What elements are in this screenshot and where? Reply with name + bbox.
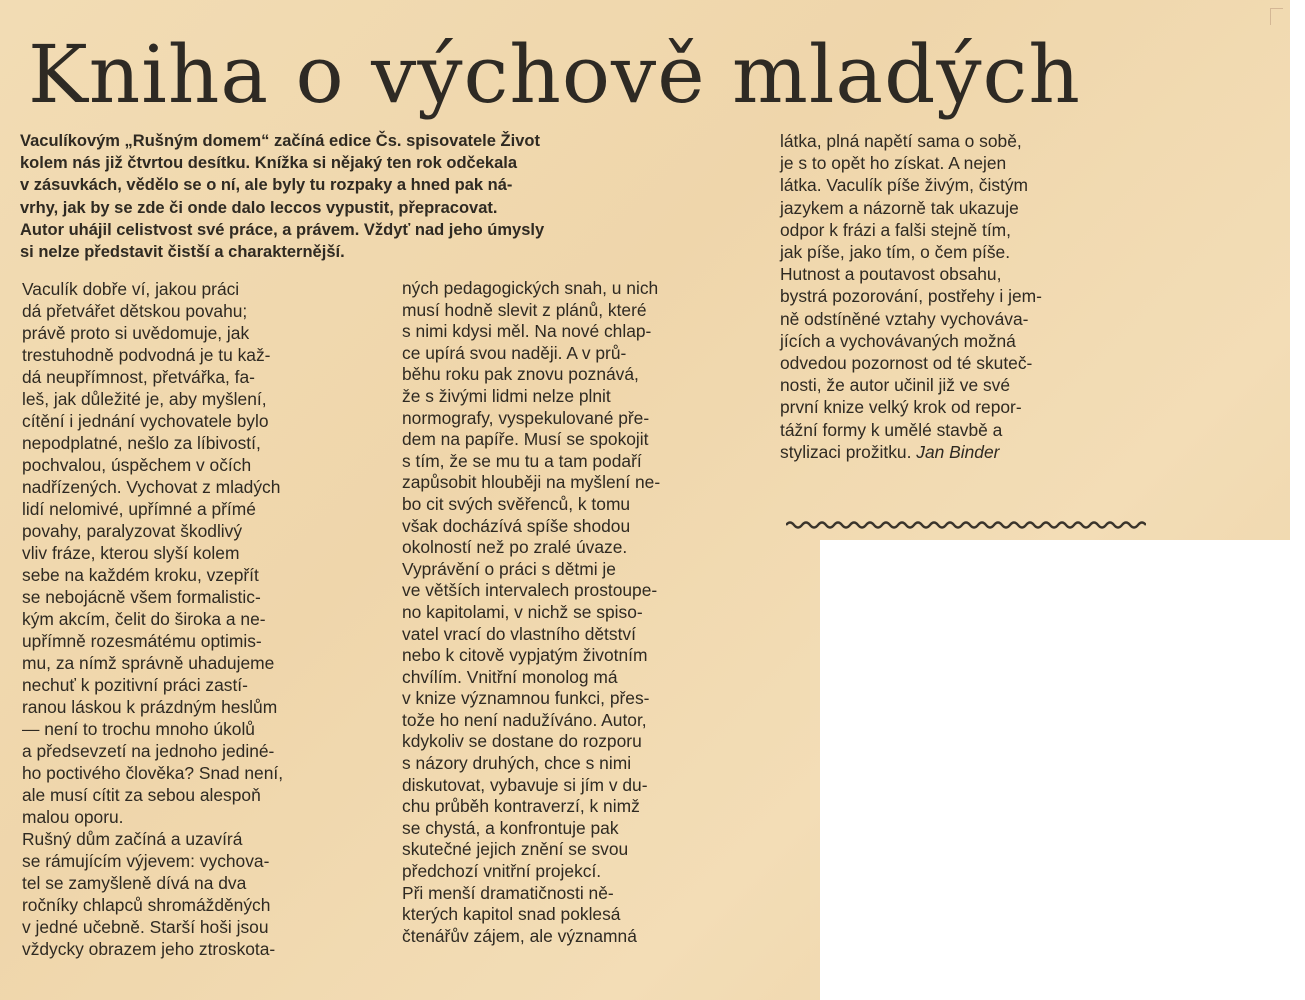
clipping-edge xyxy=(1290,0,1305,1000)
author-byline: Jan Binder xyxy=(916,441,1000,462)
decorative-wavy-rule xyxy=(786,520,1146,530)
article-column-3 xyxy=(780,130,1142,463)
article-column-2: ných pedagogických snah, u nich musí hodně slevit z plánů, které s nimi kdysi měl. Na nové chlap- ce upírá svou naději. A v prů- běhu roku pak znovu poznává, že s živými lidmi nelze plnit normografy, vyspekulované pře- dem na papíře. Musí se spokojit s tím, že se mu tu a tam podaří zapůsobit hlouběji na myšlení ne- bo cit svých svěřenců, k tomu však docházívá spíše shodou okolností než po zralé úvaze. Vyprávění o práci s dětmi je ve větších intervalech prostoupe- no kapitolami, v nichž se spiso- vatel vrací do vlastního dětství nebo k citově vypjatým životním chvílím. Vnitřní monolog má v knize významnou funkci, přes- tože ho není nadužíváno. Autor, kdykoliv se dostane do rozporu s názory druhých, chce s nimi diskutovat, vybavuje si jím v du- chu průběh kontraverzí, k nimž se chystá, a konfrontuje pak skutečné jejich znění se svou předchozí vnitřní projekcí. Při menší dramatičnosti ně- kterých kapitol snad poklesá čtenářův zájem, ale významná xyxy=(402,278,661,946)
article-lead: Vaculíkovým „Rušným domem“ začíná edice Čs. spisovatele Život kolem nás již čtvrtou desítku. Knížka si nějaký ten rok odčekala v zásuvkách, vědělo se o ní, ale byly tu rozpaky a hned pak ná- vrhy, jak by se zde či onde dalo leccos vypustit, přepracovat. Autor uhájil celistvost své práce, a právem. Vždyť nad jeho úmysly si nelze představit čistší a charakternější. xyxy=(20,132,545,262)
article-headline: Kniha o výchově mladých xyxy=(28,28,1081,121)
column-3-text: látka, plná napětí sama o sobě, je s to opět ho získat. A nejen látka. Vaculík píše živým, čistým jazykem a názorně tak ukazuje odpor k frázi a falši stejně tím, jak píše, jako tím, o čem píše. Hutnost a poutavost obsahu, bystrá pozorování, postřehy i jem- ně odstíněné vztahy vychováva- jících a vychovávaných možná odvedou pozornost od té skuteč- nosti, že autor učinil již ve své první knize velký krok od repor- tážní formy k umělé stavbě a stylizaci prožitku. xyxy=(780,131,1042,462)
fold-mark xyxy=(1270,8,1283,25)
torn-corner-blank xyxy=(820,540,1305,1000)
article-column-1: Vaculík dobře ví, jakou práci dá přetvářet dětskou povahu; právě proto si uvědomuje, jak trestuhodně podvodná je tu kaž- dá neupřímnost, přetvářka, fa- leš, jak důležité je, aby myšlení, cítění i jednání vychovatele bylo nepodplatné, nešlo za líbivostí, pochvalou, úspěchem v očích nadřízených. Vychovat z mladých lidí nelomivé, upřímné a přímé povahy, paralyzovat škodlivý vliv fráze, kterou slyší kolem sebe na každém kroku, vzepřít se nebojácně všem formalistic- kým akcím, čelit do široka a ne- upřímně rozesmátému optimis- mu, za nímž správně uhadujeme nechuť k pozitivní práci zastí- ranou láskou k prázdným heslům — není to trochu mnoho úkolů a předsevzetí na jednoho jediné- ho poctivého člověka? Snad není, ale musí cítit za sebou alespoň malou oporu. Rušný dům začíná a uzavírá se rámujícím výjevem: vychova- tel se zamyšleně dívá na dva ročníky chlapců shromážděných v jedné učebně. Starší hoši jsou vždycky obrazem jeho ztroskota- xyxy=(22,279,284,959)
